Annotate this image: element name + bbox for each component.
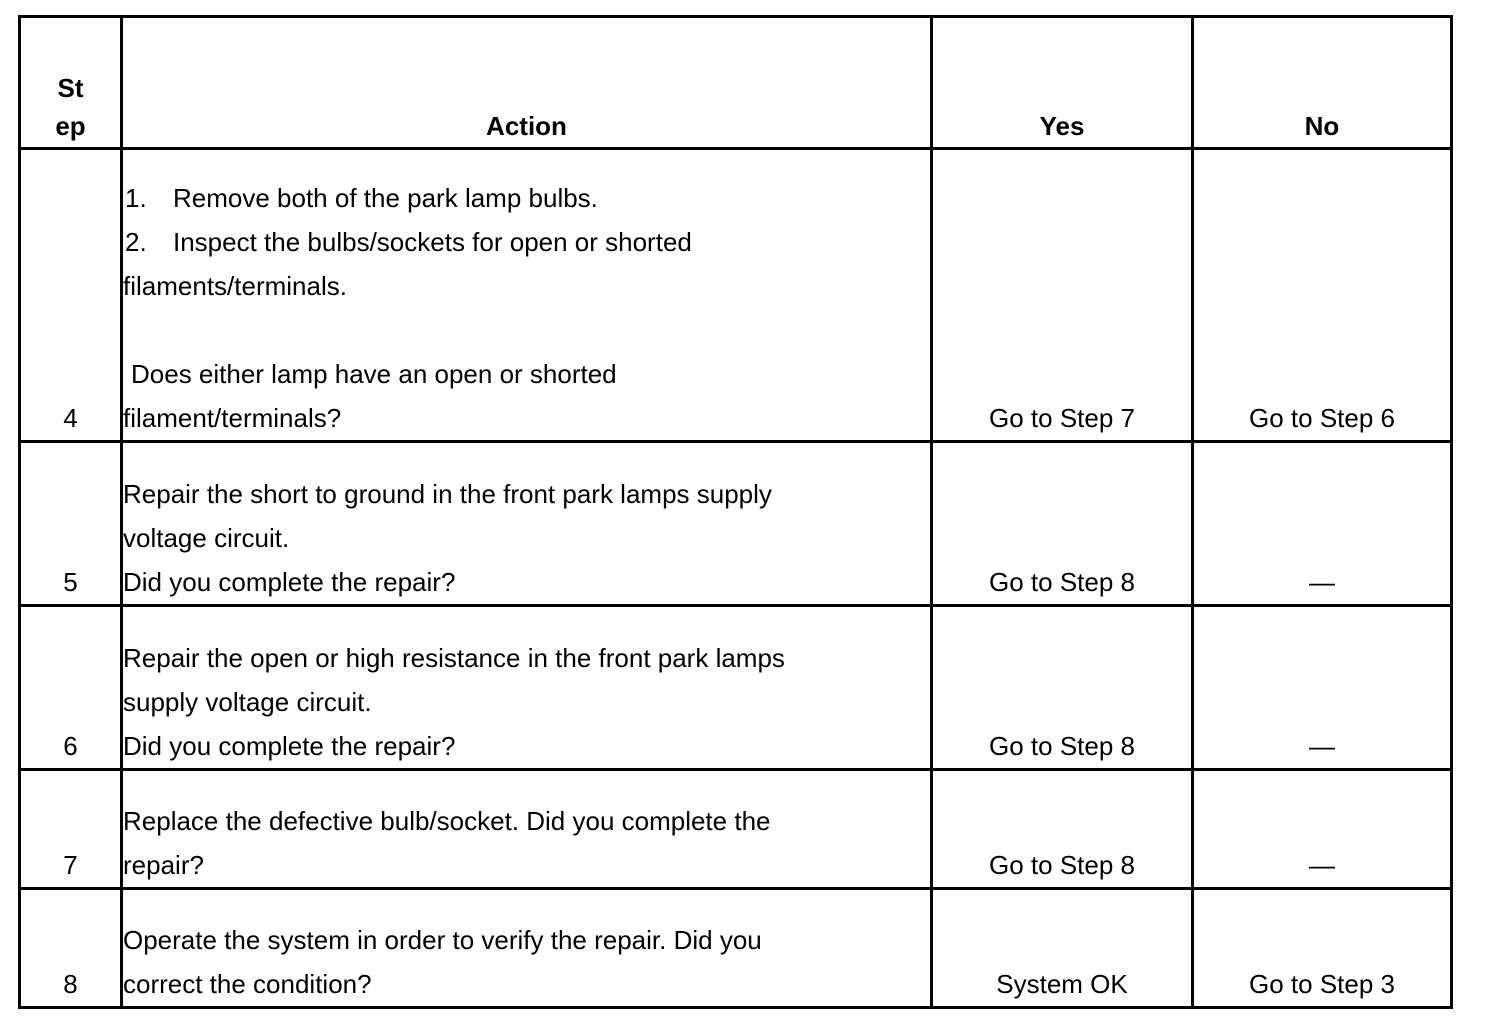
item-text: Inspect the bulbs/sockets for open or shorted — [173, 227, 692, 257]
item-text: Remove both of the park lamp bulbs. — [173, 183, 598, 213]
yes-cell: Go to Step 8 — [932, 442, 1193, 606]
header-step — [20, 17, 122, 149]
yes-cell: System OK — [932, 889, 1193, 1008]
table-row — [20, 606, 1452, 770]
header-yes: Yes — [932, 17, 1193, 149]
action-question-line2: filament/terminals? — [123, 403, 342, 433]
no-cell: Go to Step 6 — [1193, 149, 1452, 442]
action-item-2-continued: filaments/terminals. — [123, 271, 347, 301]
item-number: 1. — [125, 183, 147, 213]
action-line: voltage circuit. — [123, 523, 290, 553]
action-item-1 — [123, 176, 930, 220]
action-line: repair? — [123, 850, 204, 880]
header-action: Action — [122, 17, 932, 149]
action-cell — [122, 770, 932, 889]
no-cell: — — [1193, 770, 1452, 889]
table-row — [20, 149, 1452, 442]
step-number: 6 — [20, 606, 122, 770]
action-cell — [122, 889, 932, 1008]
action-cell — [122, 606, 932, 770]
yes-cell: Go to Step 8 — [932, 606, 1193, 770]
no-cell: Go to Step 3 — [1193, 889, 1452, 1008]
spacer — [123, 308, 930, 352]
action-line: Repair the short to ground in the front park lamps supply — [123, 479, 772, 509]
step-number: 4 — [20, 149, 122, 442]
yes-cell: Go to Step 7 — [932, 149, 1193, 442]
action-line: Repair the open or high resistance in the front park lamps — [123, 643, 785, 673]
step-number: 7 — [20, 770, 122, 889]
step-number: 5 — [20, 442, 122, 606]
table-row — [20, 442, 1452, 606]
action-question: Did you complete the repair? — [123, 731, 456, 761]
action-question-line1: Does either lamp have an open or shorted — [131, 359, 617, 389]
table-row — [20, 889, 1452, 1008]
header-step-line1: St — [57, 73, 84, 103]
step-number: 8 — [20, 889, 122, 1008]
table-row — [20, 770, 1452, 889]
header-no: No — [1193, 17, 1452, 149]
action-line: Replace the defective bulb/socket. Did you complete the — [123, 806, 771, 836]
item-number: 2. — [125, 227, 147, 257]
yes-cell: Go to Step 8 — [932, 770, 1193, 889]
action-line: supply voltage circuit. — [123, 687, 372, 717]
table-header-row — [20, 17, 1452, 149]
action-cell — [122, 149, 932, 442]
action-line: Operate the system in order to verify the repair. Did you — [123, 925, 762, 955]
action-item-2 — [123, 220, 930, 264]
action-line: correct the condition? — [123, 969, 372, 999]
no-cell: — — [1193, 606, 1452, 770]
header-step-line2: ep — [55, 111, 86, 141]
no-cell: — — [1193, 442, 1452, 606]
action-question: Did you complete the repair? — [123, 567, 456, 597]
diagnostic-table — [18, 15, 1453, 1009]
action-cell — [122, 442, 932, 606]
